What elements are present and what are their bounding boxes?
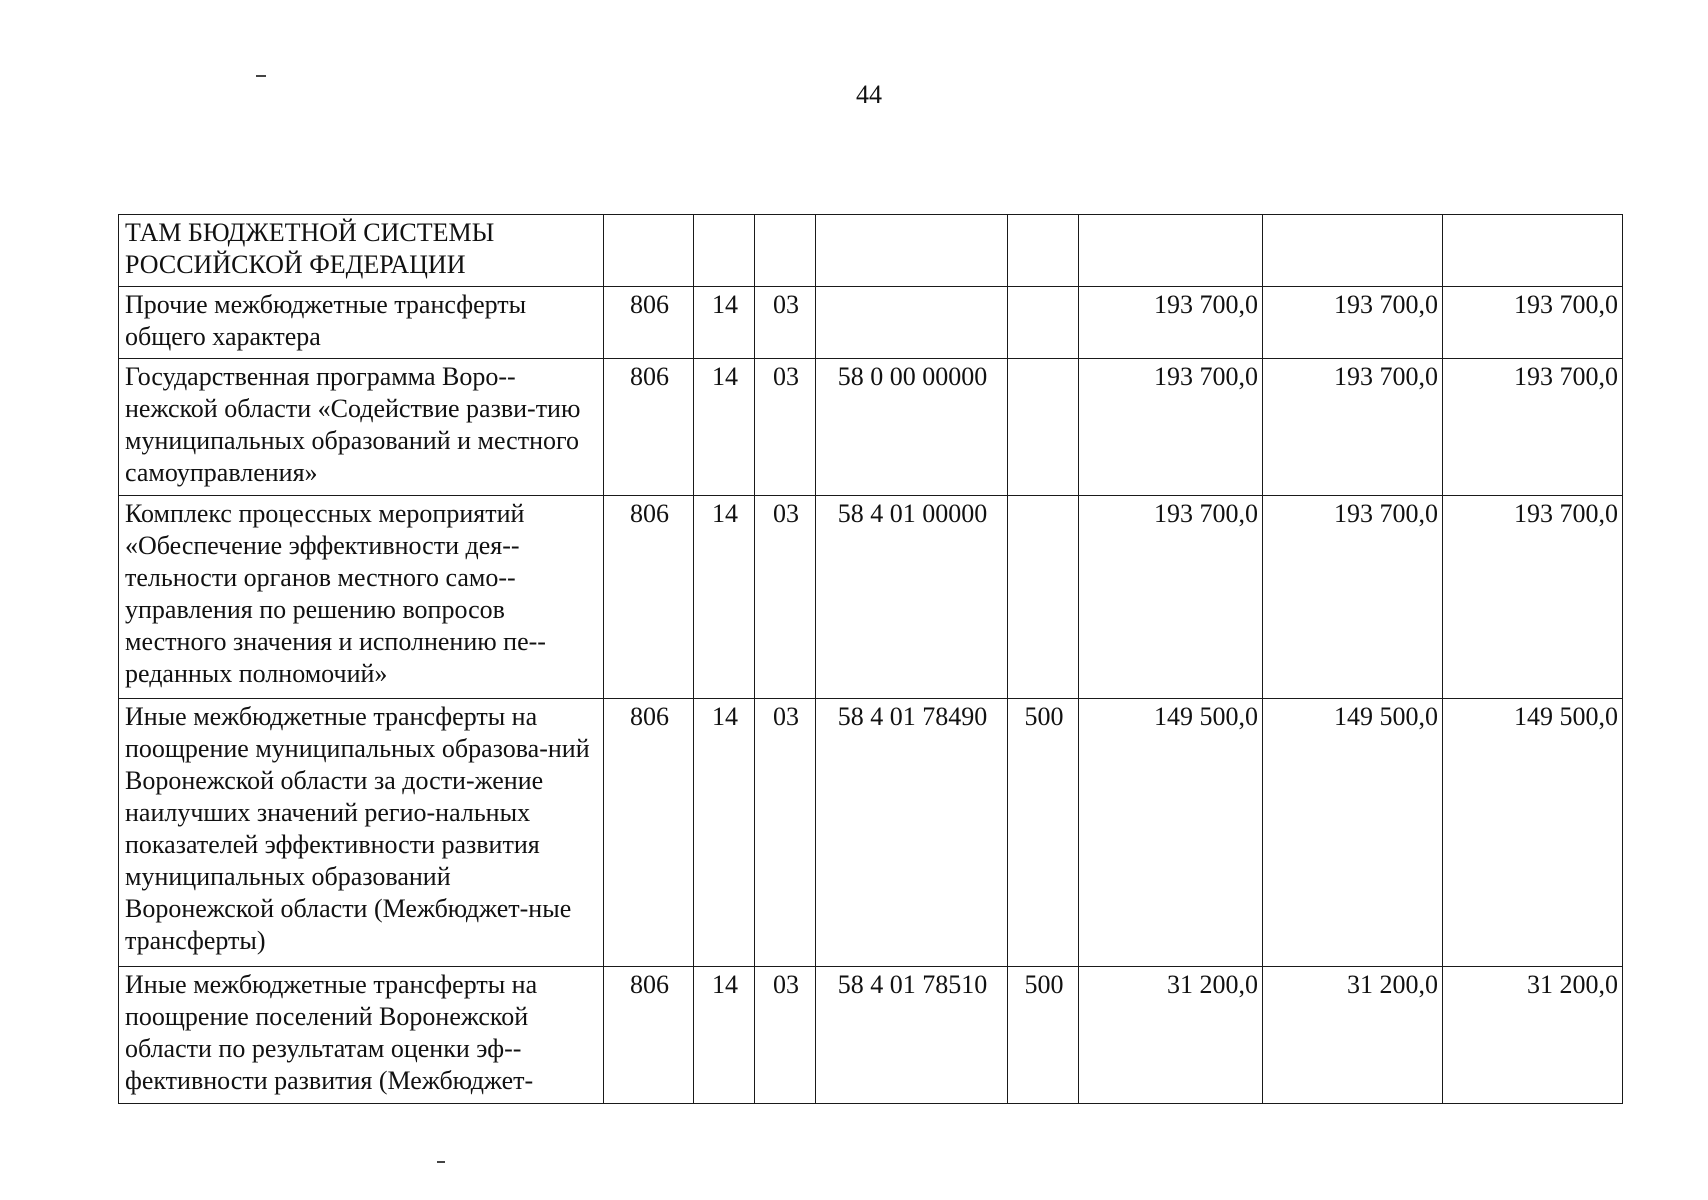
ved-code: 806 (604, 967, 694, 1104)
vr-code (1008, 496, 1079, 699)
amount-year-3: 193 700,0 (1443, 496, 1623, 699)
amount-year-3: 31 200,0 (1443, 967, 1623, 1104)
amount-year-2: 193 700,0 (1263, 287, 1443, 359)
scan-mark (256, 75, 266, 77)
amount-year-3: 193 700,0 (1443, 287, 1623, 359)
vr-code: 500 (1008, 967, 1079, 1104)
scan-mark (437, 1161, 445, 1163)
ved-code: 806 (604, 359, 694, 496)
amount-year-2: 193 700,0 (1263, 359, 1443, 496)
item-name: Прочие межбюджетные трансферты общего характера (119, 287, 604, 359)
amount-year-2: 149 500,0 (1263, 699, 1443, 967)
rz-code: 14 (694, 699, 755, 967)
vr-code (1008, 359, 1079, 496)
ved-code: 806 (604, 496, 694, 699)
item-name: ТАМ БЮДЖЕТНОЙ СИСТЕМЫ РОССИЙСКОЙ ФЕДЕРАЦИИ (119, 215, 604, 287)
csr-code (816, 215, 1008, 287)
table-row (119, 699, 1623, 967)
amount-year-1: 193 700,0 (1079, 496, 1263, 699)
vr-code (1008, 287, 1079, 359)
amount-year-1: 193 700,0 (1079, 287, 1263, 359)
table-row (119, 287, 1623, 359)
item-name: Государственная программа Воро-нежской области «Содействие разви-тию муниципальных образований и местного самоуправления» (119, 359, 604, 496)
ved-code (604, 215, 694, 287)
amount-year-3: 149 500,0 (1443, 699, 1623, 967)
amount-year-2: 31 200,0 (1263, 967, 1443, 1104)
rz-code: 14 (694, 359, 755, 496)
csr-code (816, 287, 1008, 359)
amount-year-1 (1079, 215, 1263, 287)
rz-code: 14 (694, 287, 755, 359)
amount-year-3 (1443, 215, 1623, 287)
page-number: 44 (856, 80, 882, 109)
table-body (119, 215, 1623, 1104)
pr-code (755, 215, 816, 287)
amount-year-2: 193 700,0 (1263, 496, 1443, 699)
item-name: Комплекс процессных мероприятий «Обеспечение эффективности дея-тельности органов местного само-управления по решению вопросов местного значения и исполнению пе-реданных полномочий» (119, 496, 604, 699)
pr-code: 03 (755, 359, 816, 496)
amount-year-2 (1263, 215, 1443, 287)
pr-code: 03 (755, 699, 816, 967)
rz-code (694, 215, 755, 287)
ved-code: 806 (604, 699, 694, 967)
amount-year-1: 149 500,0 (1079, 699, 1263, 967)
amount-year-1: 193 700,0 (1079, 359, 1263, 496)
csr-code: 58 0 00 00000 (816, 359, 1008, 496)
ved-code: 806 (604, 287, 694, 359)
pr-code: 03 (755, 287, 816, 359)
item-name: Иные межбюджетные трансферты на поощрение муниципальных образова-ний Воронежской области за дости-жение наилучших значений регио-нальных показателей эффективности развития муниципальных образований Воронежской области (Межбюджет-ные трансферты) (119, 699, 604, 967)
csr-code: 58 4 01 78490 (816, 699, 1008, 967)
amount-year-1: 31 200,0 (1079, 967, 1263, 1104)
item-name: Иные межбюджетные трансферты на поощрение поселений Воронежской области по результатам оценки эф-фективности развития (Межбюджет- (119, 967, 604, 1104)
table-row (119, 215, 1623, 287)
amount-year-3: 193 700,0 (1443, 359, 1623, 496)
rz-code: 14 (694, 967, 755, 1104)
pr-code: 03 (755, 496, 816, 699)
vr-code (1008, 215, 1079, 287)
table-row (119, 496, 1623, 699)
table-row (119, 359, 1623, 496)
vr-code: 500 (1008, 699, 1079, 967)
table-row (119, 967, 1623, 1104)
pr-code: 03 (755, 967, 816, 1104)
budget-table (118, 214, 1623, 1104)
csr-code: 58 4 01 78510 (816, 967, 1008, 1104)
csr-code: 58 4 01 00000 (816, 496, 1008, 699)
rz-code: 14 (694, 496, 755, 699)
